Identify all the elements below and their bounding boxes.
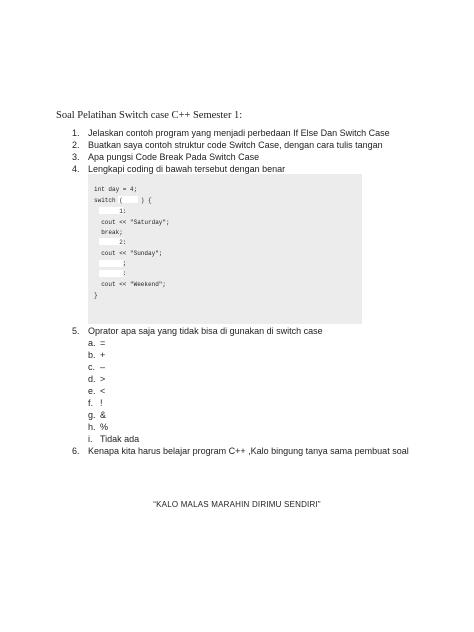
- option-item: [88, 422, 108, 432]
- option-text: >: [100, 374, 106, 384]
- code-line: break;: [94, 229, 123, 236]
- question-number: 2.: [72, 140, 80, 150]
- option-text: &: [100, 410, 107, 420]
- option-letter: g.: [88, 410, 96, 420]
- code-line: :: [94, 270, 127, 277]
- option-item: [88, 386, 105, 396]
- option-letter: e.: [88, 386, 96, 396]
- option-letter: i.: [88, 434, 93, 444]
- question-text: Lengkapi coding di bawah tersebut dengan benar: [88, 164, 286, 174]
- option-text: %: [100, 422, 109, 432]
- question-text: Kenapa kita harus belajar program C++ ,Kalo bingung tanya sama pembuat soal: [88, 446, 409, 456]
- code-block: [88, 174, 362, 324]
- question-6: [72, 446, 409, 456]
- option-letter: a.: [88, 338, 96, 348]
- question-number: 1.: [72, 128, 80, 138]
- code-line: int day = 4;: [94, 186, 138, 193]
- code-line: cout << "Saturday";: [94, 219, 170, 226]
- closing-quote: “KALO MALAS MARAHIN DIRIMU SENDIRI”: [153, 500, 321, 509]
- question-number: 5.: [72, 326, 80, 336]
- option-text: +: [100, 350, 106, 360]
- code-line: cout << "Sunday";: [94, 250, 163, 257]
- option-item: [88, 410, 106, 420]
- option-letter: d.: [88, 374, 96, 384]
- option-item: [88, 374, 105, 384]
- option-text: !: [100, 398, 103, 408]
- code-line: }: [94, 292, 98, 299]
- option-text: Tidak ada: [100, 434, 140, 444]
- question-text: Oprator apa saja yang tidak bisa di gunakan di switch case: [88, 326, 323, 336]
- option-item: [88, 434, 139, 444]
- question-1: [72, 128, 390, 138]
- code-line: cout << "Weekend";: [94, 281, 167, 288]
- option-letter: h.: [88, 422, 96, 432]
- option-item: [88, 398, 103, 408]
- code-line: 1:: [94, 208, 127, 215]
- question-5: [72, 326, 323, 336]
- question-text: Buatkan saya contoh struktur code Switch Case, dengan cara tulis tangan: [88, 140, 383, 150]
- option-item: [88, 362, 105, 372]
- code-line: switch ( ) {: [94, 197, 152, 204]
- option-letter: b.: [88, 350, 96, 360]
- page-title: Soal Pelatihan Switch case C++ Semester 1:: [56, 110, 243, 121]
- option-item: [88, 350, 105, 360]
- question-2: [72, 140, 383, 150]
- option-item: [88, 338, 105, 348]
- code-line: ;: [94, 260, 127, 267]
- question-number: 6.: [72, 446, 80, 456]
- question-number: 3.: [72, 152, 80, 162]
- option-letter: c.: [88, 362, 96, 372]
- option-letter: f.: [88, 398, 94, 408]
- option-text: –: [100, 362, 106, 372]
- question-text: Jelaskan contoh program yang menjadi perbedaan If Else Dan Switch Case: [88, 128, 390, 138]
- option-text: =: [100, 338, 106, 348]
- question-number: 4.: [72, 164, 80, 174]
- question-3: [72, 152, 259, 162]
- question-4: [72, 164, 285, 174]
- option-text: <: [100, 386, 106, 396]
- question-text: Apa pungsi Code Break Pada Switch Case: [88, 152, 260, 162]
- code-line: 2:: [94, 239, 127, 246]
